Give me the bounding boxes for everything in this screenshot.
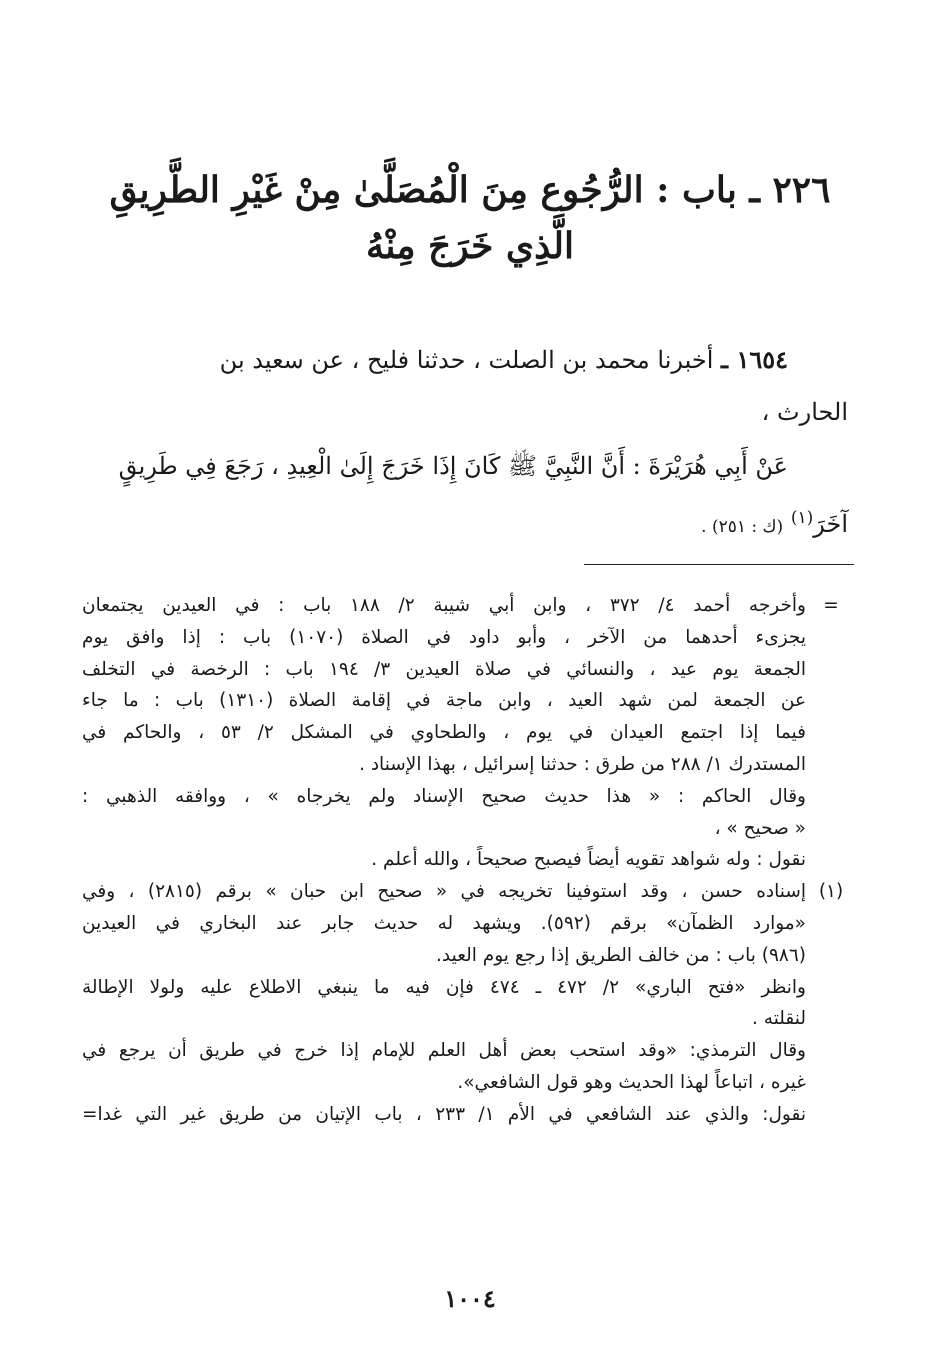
footnotes xyxy=(82,590,856,1131)
chapter-title-line-1: ٢٢٦ ـ باب : الرُّجُوع مِنَ الْمُصَلَّىٰ مِنْ غَيْرِ الطَّرِيقِ xyxy=(109,169,831,211)
page-number: ١٠٠٤ xyxy=(444,1284,496,1313)
note-line: وقال الحاكم : « هذا حديث صحيح الإسناد ولم يخرجاه » ، ووافقه الذهبي : xyxy=(82,785,806,807)
isnad-line-1: ١٦٥٤ ـ أخبرنا محمد بن الصلت ، حدثنا فليح ، عن سعيد بن xyxy=(219,345,788,374)
note-line: عن الجمعة لمن شهد العيد ، وابن ماجة في إقامة الصلاة (١٣١٠) باب : ما جاء xyxy=(82,690,806,712)
continuation-mark: = xyxy=(823,595,839,616)
note-line: وقال الترمذي: «وقد استحب بعض أهل العلم للإمام إذا خرج في طريق أن يرجع في xyxy=(82,1040,806,1062)
note-line: إسناده حسن ، وقد استوفينا تخريجه في « صحيح ابن حبان » برقم (٢٨١٥) ، وفي xyxy=(82,881,806,903)
note-line: نقول : وله شواهد تقويه أيضاً فيصبح صحيحاً ، والله أعلم . xyxy=(371,849,806,871)
matn-line-1: عَنْ أَبِي هُرَيْرَةَ : أَنَّ النَّبِيَّ ﷺ كَانَ إِذَا خَرَجَ إِلَىٰ الْعِيدِ ، رَجَعَ فِي طَرِيقٍ xyxy=(118,452,788,480)
footnote-separator xyxy=(584,564,854,565)
footnote-1 xyxy=(82,876,856,1130)
footnote-1-mark: (١) xyxy=(818,881,844,903)
hadith-number: ١٦٥٤ ـ xyxy=(721,345,788,374)
note-line: المستدرك ١/ ٢٨٨ من طرق : حدثنا إسرائيل ، بهذا الإسناد . xyxy=(359,753,806,775)
note-line: « صحيح » ، xyxy=(714,817,806,839)
note-line: لنقلته . xyxy=(752,1008,806,1030)
note-line: وانظر «فتح الباري» ٢/ ٤٧٢ ـ ٤٧٤ فإن فيه ما ينبغي الاطلاع عليه ولولا الإطالة xyxy=(82,976,806,998)
footnote-1-body xyxy=(82,876,806,1130)
hadith-isnad xyxy=(82,334,848,438)
note-line: الجمعة يوم عيد ، والنسائي في صلاة العيدين ٣/ ١٩٤ باب : الرخصة في التخلف xyxy=(82,658,806,680)
continuation-body xyxy=(82,590,806,876)
hadith-matn xyxy=(82,440,848,553)
source-reference: (ك : ٢٥١) . xyxy=(701,517,784,537)
footnote-continuation xyxy=(82,590,856,876)
chapter-title-line-2: الَّذِي خَرَجَ مِنْهُ xyxy=(366,225,574,267)
note-line: وأخرجه أحمد ٤/ ٣٧٢ ، وابن أبي شيبة ٢/ ١٨٨ باب : في العيدين يجتمعان xyxy=(82,595,806,616)
note-line: نقول: والذي عند الشافعي في الأم ١/ ٢٣٣ ، باب الإتيان من طريق غير التي غدا= xyxy=(82,1103,806,1125)
footnote-ref-1: (١) xyxy=(790,508,814,528)
note-line: غيره ، اتباعاً لهذا الحديث وهو قول الشافعي». xyxy=(457,1071,806,1093)
note-line: فيما إذا اجتمع العيدان في يوم ، والطحاوي في المشكل ٢/ ٥٣ ، والحاكم في xyxy=(82,722,806,744)
note-line: (٩٨٦) باب : من خالف الطريق إذا رجع يوم العيد. xyxy=(436,944,806,966)
note-line: «موارد الظمآن» برقم (٥٩٢). ويشهد له حديث جابر عند البخاري في العيدين xyxy=(82,912,806,934)
note-line: يجزىء أحدهما من الآخر ، وأبو داود في الصلاة (١٠٧٠) باب : إذا وافق يوم xyxy=(82,626,806,648)
isnad-line-2: الحارث ، xyxy=(761,398,848,426)
matn-line-2: آخَرَ$^{(١)}$ (ك : ٢٥١) . xyxy=(701,508,848,538)
